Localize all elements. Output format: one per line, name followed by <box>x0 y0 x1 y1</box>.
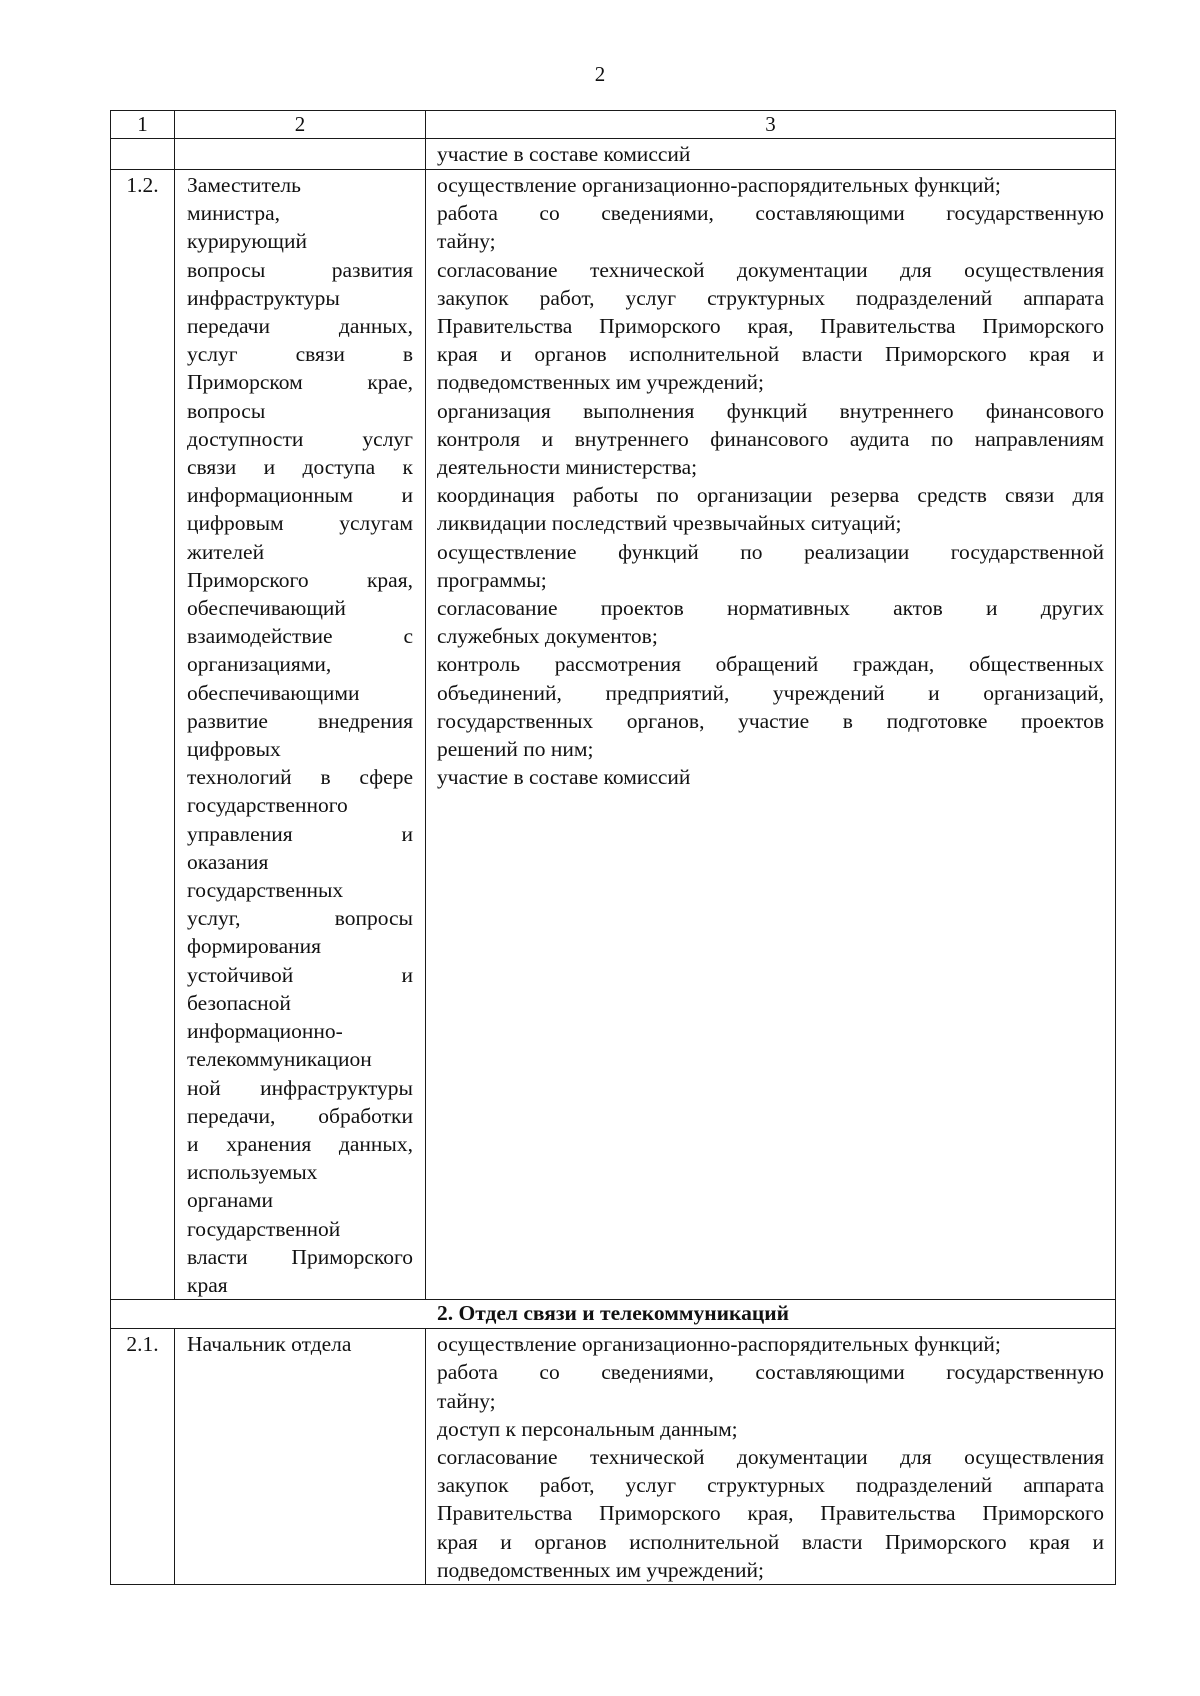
row-number: 1.2. <box>111 170 175 1300</box>
table-row-1-2 <box>111 170 1116 1300</box>
function-line: служебных документов; <box>437 624 658 649</box>
position-title-line: организациями, <box>187 652 332 677</box>
function-line: организация выполнения функций внутреннего финансового <box>437 398 1104 423</box>
function-line: края и органов исполнительной власти Приморского края и <box>437 342 1104 367</box>
position-title-line: оказания <box>187 849 269 874</box>
continuation-functions-cell <box>426 139 1116 170</box>
position-title-line: государственных <box>187 878 344 903</box>
position-title-line: и хранения данных, <box>187 1131 413 1156</box>
position-title-line: Приморском крае, <box>187 370 413 395</box>
function-line: решений по ним; <box>437 737 594 762</box>
function-line: осуществление функций по реализации государственной <box>437 539 1104 564</box>
position-title-line: государственного <box>187 793 348 818</box>
function-line: согласование проектов нормативных актов и других <box>437 596 1104 621</box>
continuation-position-cell <box>175 139 426 170</box>
position-title-line: обеспечивающими <box>187 680 360 705</box>
position-title-line: цифровых <box>187 737 281 762</box>
position-title-line: связи и доступа к <box>187 455 413 480</box>
position-title-line: министра, <box>187 201 280 226</box>
position-title-cell <box>175 1329 426 1585</box>
function-line: участие в составе комиссий <box>437 765 691 790</box>
position-title-line: формирования <box>187 934 322 959</box>
function-line: подведомственных им учреждений; <box>437 370 765 395</box>
function-line: подведомственных им учреждений; <box>437 1557 765 1582</box>
functions-cell <box>426 1329 1116 1585</box>
function-line: тайну; <box>437 1388 496 1413</box>
position-title: Начальник отдела <box>187 1332 352 1357</box>
position-title-line: информационно- <box>187 1019 343 1044</box>
position-title-line: цифровым услугам <box>187 511 413 536</box>
position-title-line: власти Приморского <box>187 1244 413 1269</box>
function-line: осуществление организационно-распорядительных функций; <box>437 173 1001 197</box>
function-line: деятельности министерства; <box>437 455 698 480</box>
function-line: работа со сведениями, составляющими государственную <box>437 1360 1104 1385</box>
function-line: государственных органов, участие в подготовке проектов <box>437 708 1104 733</box>
function-line: Правительства Приморского края, Правительства Приморского <box>437 314 1104 339</box>
position-title-line: Заместитель <box>187 173 301 197</box>
continuation-text: участие в составе комиссий <box>437 142 691 166</box>
position-title-line: обеспечивающий <box>187 596 346 621</box>
position-title-line: информационным и <box>187 483 413 508</box>
position-title-line: передачи данных, <box>187 314 413 339</box>
position-title-line: органами <box>187 1188 274 1213</box>
function-line: объединений, предприятий, учреждений и организаций, <box>437 680 1104 705</box>
function-line: программы; <box>437 567 547 592</box>
function-line: ликвидации последствий чрезвычайных ситуаций; <box>437 511 902 536</box>
function-line: закупок работ, услуг структурных подразделений аппарата <box>437 285 1104 310</box>
table-header-row <box>111 111 1116 139</box>
position-title-line: жителей <box>187 539 265 564</box>
section-title: 2. Отдел связи и телекоммуникаций <box>111 1300 1116 1329</box>
position-title-line: развитие внедрения <box>187 708 413 733</box>
header-cell-3: 3 <box>426 111 1116 139</box>
function-line: тайну; <box>437 229 496 254</box>
position-title-line: технологий в сфере <box>187 765 413 790</box>
function-line: края и органов исполнительной власти Приморского края и <box>437 1529 1104 1554</box>
position-title-line: Приморского края, <box>187 567 413 592</box>
position-title-line: услуг, вопросы <box>187 906 413 931</box>
continuation-row <box>111 139 1116 170</box>
function-line: доступ к персональным данным; <box>437 1416 738 1441</box>
position-title-line: государственной <box>187 1216 341 1241</box>
position-title-line: устойчивой и <box>187 962 413 987</box>
function-line: осуществление организационно-распорядительных функций; <box>437 1332 1001 1357</box>
positions-table <box>110 110 1116 1585</box>
position-title-line: передачи, обработки <box>187 1103 413 1128</box>
position-title-line: доступности услуг <box>187 426 413 451</box>
position-title-line: вопросы развития <box>187 257 413 282</box>
row-number: 2.1. <box>111 1329 175 1585</box>
position-title-line: управления и <box>187 821 413 846</box>
position-title-line: услуг связи в <box>187 342 413 367</box>
position-title-line: телекоммуникацион <box>187 1047 372 1072</box>
position-title-cell <box>175 170 426 1300</box>
position-title-line: ной инфраструктуры <box>187 1075 413 1100</box>
position-title-line: используемых <box>187 1160 318 1185</box>
position-title-line: инфраструктуры <box>187 285 340 310</box>
section-heading-row <box>111 1300 1116 1329</box>
functions-cell <box>426 170 1116 1300</box>
function-line: контроля и внутреннего финансового аудита по направлениям <box>437 426 1104 451</box>
position-title-line: безопасной <box>187 990 291 1015</box>
function-line: Правительства Приморского края, Правительства Приморского <box>437 1501 1104 1526</box>
function-line: работа со сведениями, составляющими государственную <box>437 201 1104 226</box>
continuation-num-cell <box>111 139 175 170</box>
header-cell-1: 1 <box>111 111 175 139</box>
header-cell-2: 2 <box>175 111 426 139</box>
position-title-line: взаимодействие с <box>187 624 413 649</box>
function-line: координация работы по организации резерва средств связи для <box>437 483 1104 508</box>
position-title-line: края <box>187 1272 228 1297</box>
page-number: 2 <box>594 62 606 86</box>
position-title-line: курирующий <box>187 229 307 254</box>
position-title-line: вопросы <box>187 398 266 423</box>
function-line: согласование технической документации для осуществления <box>437 1444 1104 1469</box>
function-line: согласование технической документации для осуществления <box>437 257 1104 282</box>
table-row-2-1 <box>111 1329 1116 1585</box>
function-line: закупок работ, услуг структурных подразделений аппарата <box>437 1473 1104 1498</box>
function-line: контроль рассмотрения обращений граждан, общественных <box>437 652 1104 677</box>
